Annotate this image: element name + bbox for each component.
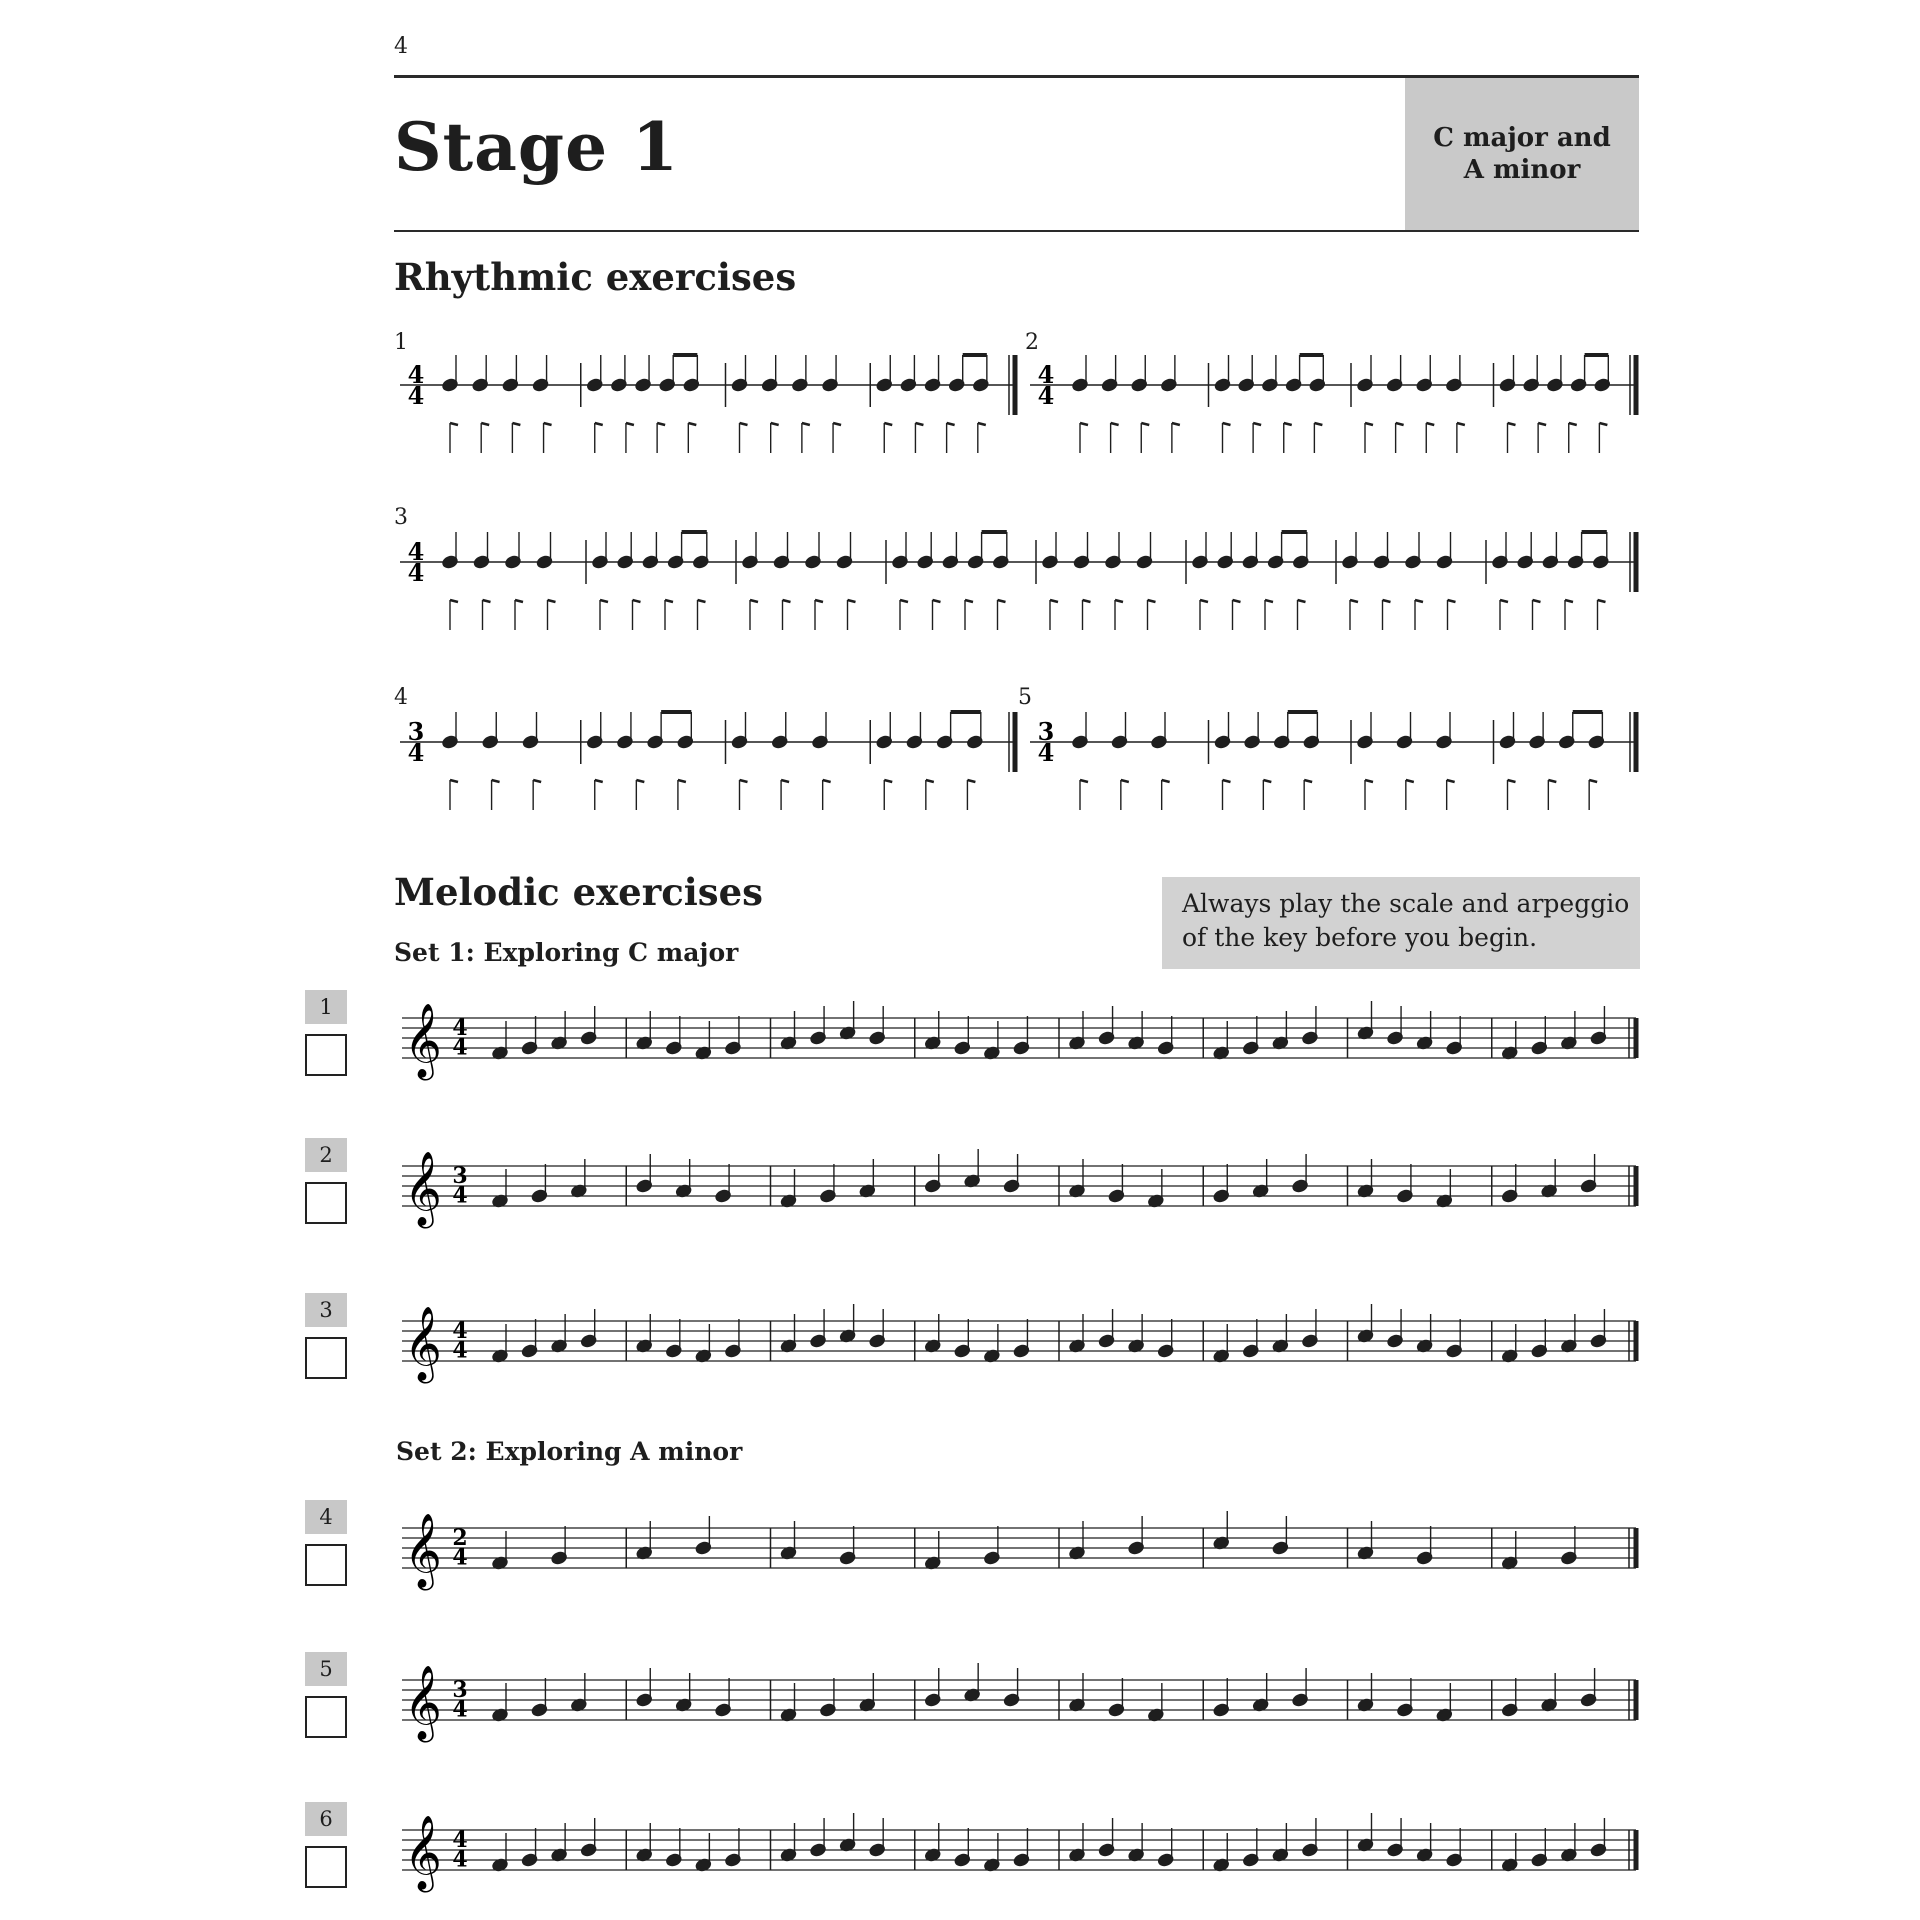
treble-clef-icon: 𝄞 (404, 1307, 442, 1381)
time-signature-top: 4 (452, 1318, 468, 1344)
pulse-head (483, 600, 491, 602)
pulse-head (636, 780, 644, 782)
pulse-head (1223, 423, 1231, 425)
pulse-head (1172, 423, 1180, 425)
pulse-head (450, 423, 458, 425)
pulse-head (833, 423, 841, 425)
exercise-number-tab: 6 (305, 1802, 347, 1836)
pulse-head (915, 423, 923, 425)
pulse-head (884, 780, 892, 782)
treble-clef-icon: 𝄞 (404, 1514, 442, 1588)
pulse-head (450, 780, 458, 782)
pulse-head (1080, 423, 1088, 425)
pulse-head (1500, 600, 1508, 602)
pulse-head (1304, 780, 1312, 782)
pulse-head (947, 423, 955, 425)
pulse-head (1448, 600, 1456, 602)
time-signature-top: 3 (1037, 717, 1055, 746)
pulse-head (515, 600, 523, 602)
pulse-head (900, 600, 908, 602)
time-signature-bottom: 4 (452, 1846, 468, 1873)
pulse-head (740, 780, 748, 782)
treble-clef-icon: 𝄞 (404, 1666, 442, 1740)
key-line-2: A minor (1463, 155, 1581, 185)
time-signature-top: 3 (407, 717, 425, 746)
pulse-head (740, 423, 748, 425)
time-signature-top: 4 (452, 1827, 468, 1853)
pulse-head (533, 780, 541, 782)
time-signature-bottom: 4 (407, 558, 425, 588)
pulse-head (1115, 600, 1123, 602)
rhythmic-heading: Rhythmic exercises (394, 255, 797, 299)
treble-clef-icon: 𝄞 (404, 1004, 442, 1078)
pulse-head (1383, 600, 1391, 602)
pulse-head (771, 423, 779, 425)
pulse-head (1148, 600, 1156, 602)
exercise-number-tab: 3 (305, 1293, 347, 1327)
pulse-head (1406, 780, 1414, 782)
time-signature-bottom: 4 (452, 1544, 468, 1571)
pulse-head (698, 600, 706, 602)
pulse-head (678, 780, 686, 782)
page-title: Stage 1 (394, 108, 679, 186)
pulse-head (884, 423, 892, 425)
tip-line-1: Always play the scale and arpeggio (1182, 889, 1630, 918)
rhythm-exercise-number: 2 (1025, 330, 1039, 355)
pulse-head (1548, 780, 1556, 782)
pulse-head (657, 423, 665, 425)
pulse-head (1253, 423, 1261, 425)
key-line-1: C major and (1433, 123, 1611, 153)
time-signature-top: 4 (407, 537, 425, 566)
pulse-head (1080, 780, 1088, 782)
pulse-head (1233, 600, 1241, 602)
pulse-head (998, 600, 1006, 602)
pulse-head (965, 600, 973, 602)
pulse-head (626, 423, 634, 425)
pulse-head (1298, 600, 1306, 602)
time-signature-bottom: 4 (407, 381, 425, 411)
pulse-head (1447, 780, 1455, 782)
time-signature-top: 4 (407, 360, 425, 389)
pulse-head (802, 423, 810, 425)
pulse-head (1538, 423, 1546, 425)
pulse-head (1396, 423, 1404, 425)
pulse-head (978, 423, 986, 425)
pulse-head (1284, 423, 1292, 425)
time-signature-top: 3 (452, 1677, 468, 1703)
pulse-head (1415, 600, 1423, 602)
pulse-head (1569, 423, 1577, 425)
pulse-head (815, 600, 823, 602)
pulse-head (933, 600, 941, 602)
exercise-number-tab: 5 (305, 1652, 347, 1686)
tip-line-2: of the key before you begin. (1182, 923, 1538, 952)
pulse-head (595, 423, 603, 425)
pulse-head (492, 780, 500, 782)
pulse-head (1314, 423, 1322, 425)
pulse-head (1223, 780, 1231, 782)
time-signature-bottom: 4 (452, 1034, 468, 1061)
time-signature-top: 3 (452, 1163, 468, 1189)
pulse-head (544, 423, 552, 425)
pulse-head (595, 780, 603, 782)
pulse-head (926, 780, 934, 782)
pulse-head (1200, 600, 1208, 602)
pulse-head (1141, 423, 1149, 425)
rhythm-exercise-number: 1 (394, 330, 408, 355)
pulse-head (1162, 780, 1170, 782)
pulse-head (1457, 423, 1465, 425)
pulse-head (481, 423, 489, 425)
exercise-number-tab: 2 (305, 1138, 347, 1172)
pulse-head (665, 600, 673, 602)
treble-clef-icon: 𝄞 (404, 1816, 442, 1890)
pulse-head (548, 600, 556, 602)
melodic-heading: Melodic exercises (394, 870, 763, 914)
time-signature-bottom: 4 (452, 1337, 468, 1364)
pulse-head (1508, 423, 1516, 425)
pulse-head (450, 600, 458, 602)
pulse-head (848, 600, 856, 602)
rhythm-exercise-number: 5 (1018, 685, 1032, 710)
pulse-head (688, 423, 696, 425)
time-signature-top: 4 (1037, 360, 1055, 389)
pulse-head (1050, 600, 1058, 602)
set2-heading: Set 2: Exploring A minor (396, 1437, 743, 1466)
exercise-number-tab: 1 (305, 990, 347, 1024)
pulse-head (1589, 780, 1597, 782)
pulse-head (1263, 780, 1271, 782)
pulse-head (1083, 600, 1091, 602)
time-signature-bottom: 4 (1037, 738, 1055, 768)
pulse-head (1533, 600, 1541, 602)
pulse-head (1508, 780, 1516, 782)
pulse-head (967, 780, 975, 782)
time-signature-bottom: 4 (452, 1182, 468, 1209)
rhythm-exercise-number: 3 (394, 505, 408, 530)
set1-heading: Set 1: Exploring C major (394, 938, 739, 967)
page-number: 4 (394, 34, 408, 59)
pulse-head (1111, 423, 1119, 425)
pulse-head (633, 600, 641, 602)
pulse-head (1121, 780, 1129, 782)
time-signature-bottom: 4 (452, 1696, 468, 1723)
time-signature-bottom: 4 (1037, 381, 1055, 411)
pulse-head (750, 600, 758, 602)
treble-clef-icon: 𝄞 (404, 1152, 442, 1226)
pulse-head (1598, 600, 1606, 602)
pulse-head (512, 423, 520, 425)
pulse-head (1599, 423, 1607, 425)
pulse-head (1350, 600, 1358, 602)
time-signature-top: 2 (452, 1525, 468, 1551)
pulse-head (1365, 780, 1373, 782)
time-signature-top: 4 (452, 1015, 468, 1041)
pulse-head (1565, 600, 1573, 602)
pulse-head (781, 780, 789, 782)
pulse-head (1265, 600, 1273, 602)
pulse-head (1365, 423, 1373, 425)
pulse-head (600, 600, 608, 602)
exercise-number-tab: 4 (305, 1500, 347, 1534)
pulse-head (823, 780, 831, 782)
time-signature-bottom: 4 (407, 738, 425, 768)
pulse-head (783, 600, 791, 602)
rhythm-exercise-number: 4 (394, 685, 408, 710)
pulse-head (1426, 423, 1434, 425)
